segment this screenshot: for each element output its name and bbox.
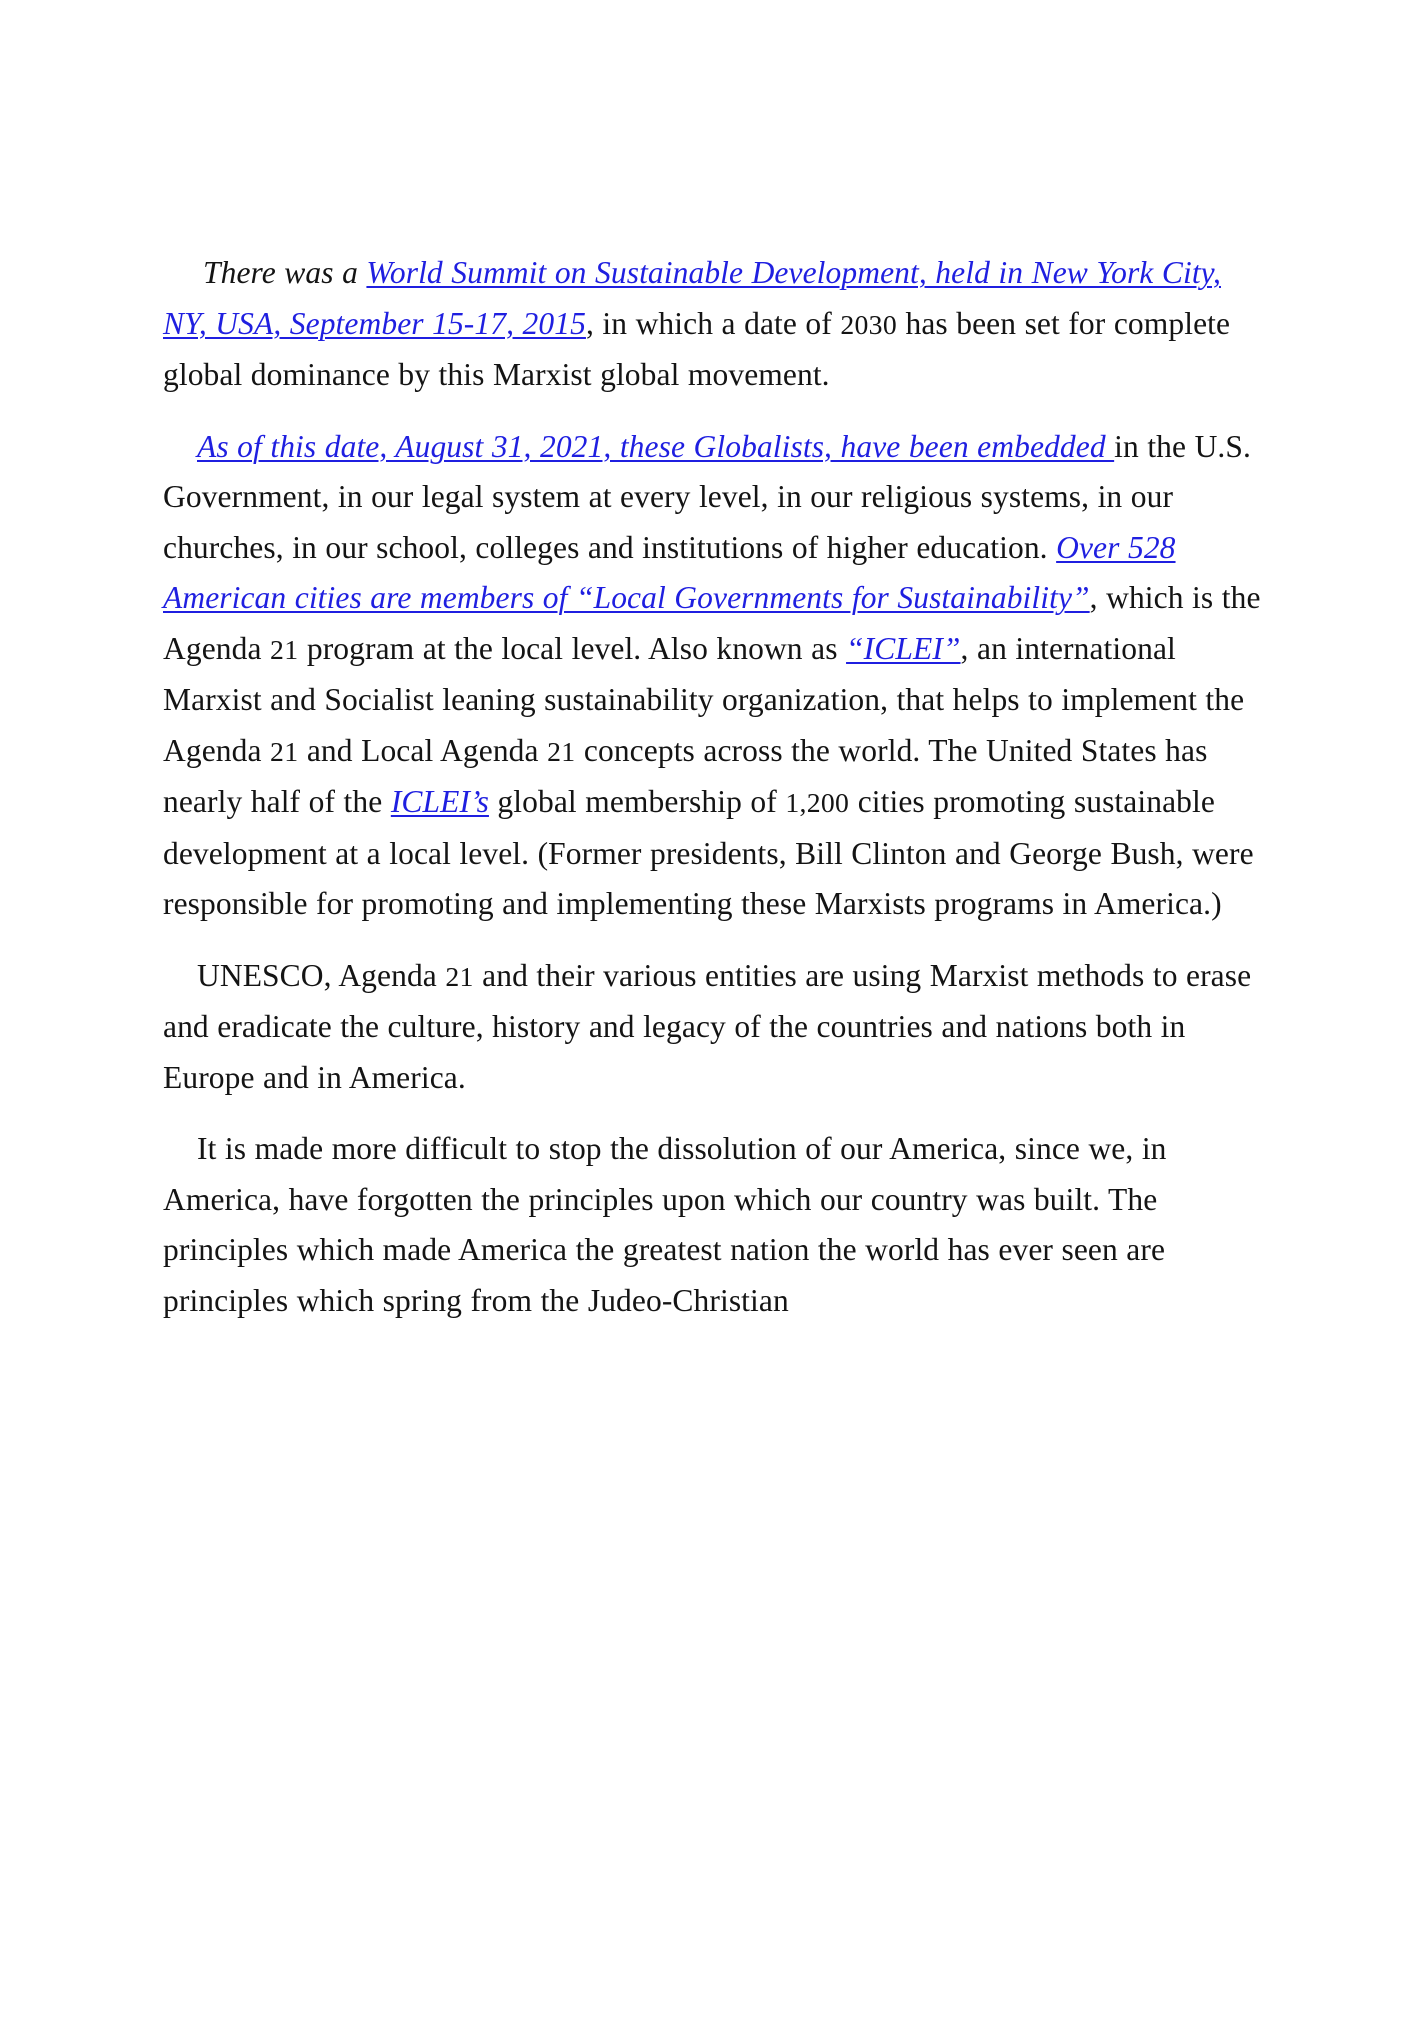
link-iclei[interactable]: “ICLEI”: [846, 630, 961, 666]
paragraph-text-run: concepts across the world. The United States has nearly half of the: [163, 732, 1208, 819]
paragraph-text-run: in the U.S. Government, in our legal system at every level, in our religious systems, in our churches, in our school, colleges and institutions of higher education.: [163, 428, 1251, 565]
paragraph-text-run: has been set for complete global dominance by this Marxist global movement.: [163, 305, 1231, 392]
paragraph-unesco-agenda21: [163, 951, 1268, 1104]
paragraph-text-run: It is made more difficult to stop the dissolution of our America, since we, in America, have forgotten the principles upon which our country was built. The principles which made America the greatest nation the world has ever seen are principles which spring from the Judeo-Christian: [163, 1131, 1167, 1318]
paragraph-text-run: , which is the Agenda: [163, 580, 1261, 666]
link-iclei-possessive[interactable]: ICLEI’s: [390, 784, 489, 819]
document-body: [163, 248, 1268, 1326]
paragraph-lead-text: There was a: [203, 255, 367, 290]
figure-agenda-21: 21: [445, 960, 474, 992]
paragraph-text-run: , an international Marxist and Socialist leaning sustainability organization, that helps to implement the Agenda: [163, 630, 1245, 768]
paragraph-text-run: program at the local level. Also known as: [298, 630, 847, 666]
figure-agenda-21: 21: [270, 633, 299, 665]
paragraph-dissolution-of-america: [163, 1124, 1268, 1326]
paragraph-world-summit: [163, 248, 1268, 401]
paragraph-text-run: cities promoting sustainable development at a local level. (Former presidents, Bill Clinton and George Bush, were responsible for promoting and implementing these Marxists programs in America.): [163, 784, 1254, 921]
link-as-of-this-date-globalists[interactable]: As of this date, August 31, 2021, these Globalists, have been embedded: [197, 428, 1115, 464]
figure-1200-cities: 1,200: [785, 787, 850, 818]
paragraph-globalists-embedded: [163, 422, 1268, 930]
figure-local-agenda-21: 21: [547, 735, 576, 767]
paragraph-text-run: and Local Agenda: [298, 732, 548, 768]
figure-agenda-21: 21: [270, 735, 299, 767]
paragraph-text-run: global membership of: [488, 784, 786, 819]
figure-2030: 2030: [840, 308, 897, 340]
paragraph-text-run: , in which a date of: [585, 305, 841, 341]
link-local-governments-for-sustainability[interactable]: Over 528 American cities are members of “Local Governments for Sustainability”: [163, 529, 1176, 615]
paragraph-text-run: UNESCO, Agenda: [197, 957, 446, 993]
link-world-summit-sustainable-development[interactable]: World Summit on Sustainable Development, held in New York City, NY, USA, September 15-17, 2015: [163, 255, 1221, 341]
paragraph-text-run: and their various entities are using Marxist methods to erase and eradicate the culture, history and legacy of the countries and nations both in Europe and in America.: [163, 957, 1252, 1095]
